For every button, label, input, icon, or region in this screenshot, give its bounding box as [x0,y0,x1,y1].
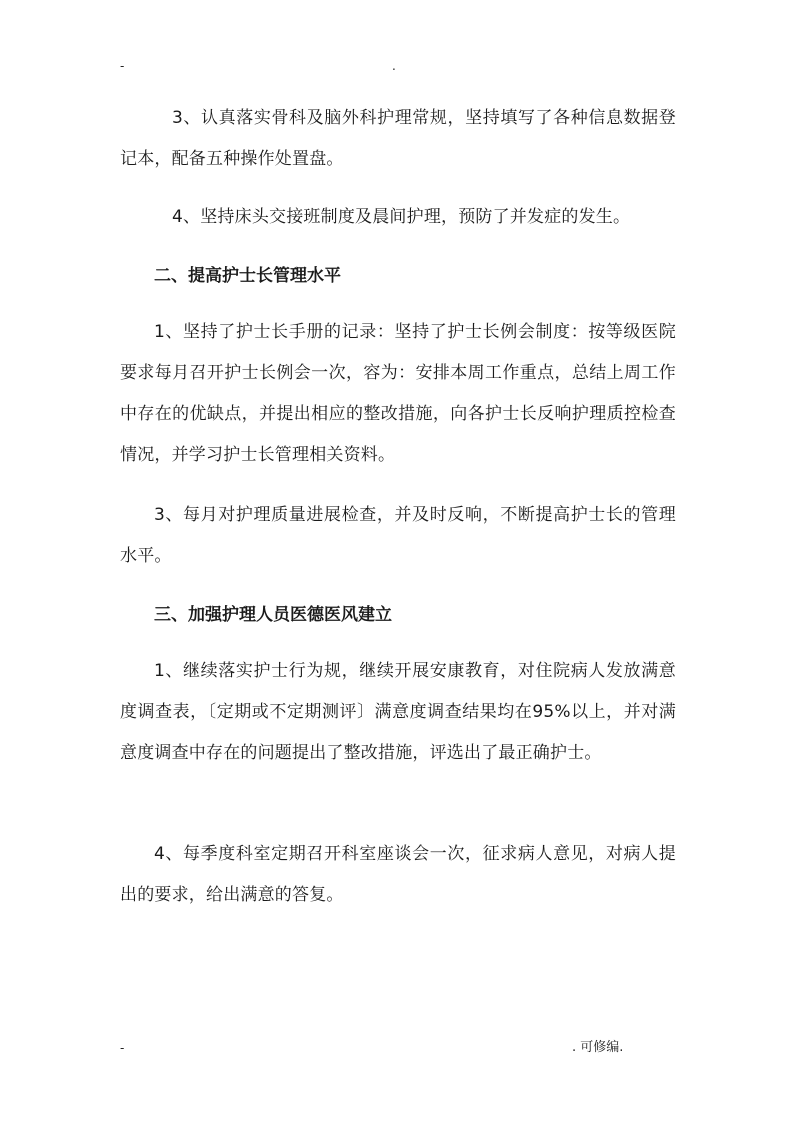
heading-medical-ethics: 三、加强护理人员医德医风建立 [154,605,392,625]
paragraph-quarterly-meeting: 4、每季度科室定期召开科室座谈会一次，征求病人意见，对病人提出的要求，给出满意的答复。 [120,844,676,905]
header-center-mark: . [392,59,396,73]
paragraph-conduct-standards: 1、继续落实护士行为规，继续开展安康教育，对住院病人发放满意度调查表，〔定期或不定期测评〕满意度调查结果均在95%以上，并对满意度调查中存在的问题提出了整改措施，评选出了最正确护士。 [120,661,676,763]
paragraph-monthly-quality-check: 3、每月对护理质量进展检查，并及时反响，不断提高护士长的管理水平。 [120,505,676,566]
footer-editable-note: . 可修编. [572,1040,624,1055]
paragraph-head-nurse-records: 1、坚持了护士长手册的记录：坚持了护士长例会制度：按等级医院要求每月召开护士长例会一次，容为：安排本周工作重点，总结上周工作中存在的优缺点，并提出相应的整改措施，向各护士长反响护理质控检查情况，并学习护士长管理相关资料。 [120,322,676,465]
paragraph-bedside-handover: 4、坚持床头交接班制度及晨间护理，预防了并发症的发生。 [172,207,631,227]
heading-head-nurse-management: 二、提高护士长管理水平 [154,266,341,286]
header-left-mark: - [120,59,125,73]
paragraph-orthopedic-care: 3、认真落实骨科及脑外科护理常规，坚持填写了各种信息数据登记本，配备五种操作处置盘。 [120,108,676,169]
footer-left-mark: - [120,1041,125,1055]
